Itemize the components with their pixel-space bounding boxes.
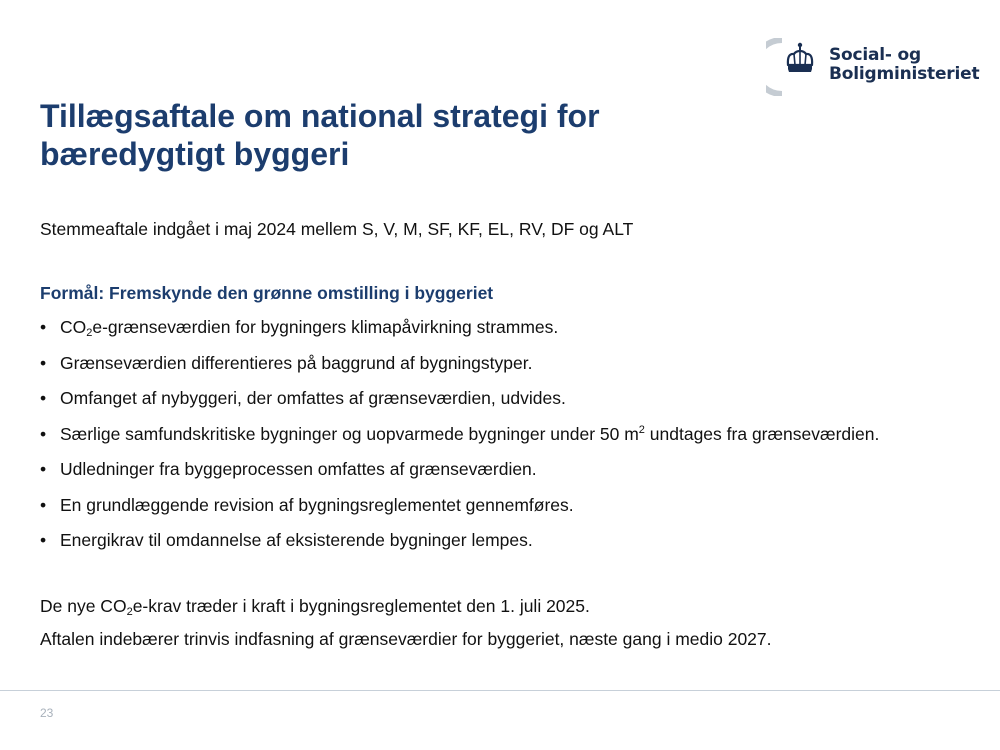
bullet-point: • [40,388,47,408]
list-item [40,494,990,530]
purpose-heading: Formål: Fremskynde den grønne omstilling i byggeriet [40,283,494,303]
bullet-point: • [40,459,47,479]
text-part: e-krav træder i kraft i bygningsreglementet den 1. juli 2025. [132,596,590,616]
ministry-logo [766,38,980,96]
text-part: En grundlæggende revision af bygningsreglementet gennemføres. [60,494,574,515]
bullet-point: • [40,317,47,337]
subscript: 2 [86,327,93,339]
list-item [40,387,990,423]
title-line2: bæredygtigt byggeri [40,136,350,172]
list-item [40,458,990,494]
list-item [40,423,990,459]
footer-divider [0,690,1000,691]
list-item [40,529,990,565]
text-part: Grænseværdien differentieres på baggrund af bygningstyper. [60,352,533,373]
text-part: Særlige samfundskritiske bygninger og uopvarmede bygninger under 50 m [60,423,639,444]
subscript: 2 [126,606,133,618]
bullet-list [40,316,990,565]
text-part: e-grænseværdien for bygningers klimapåvirkning strammes. [92,317,559,337]
list-item [40,316,990,352]
superscript: 2 [638,423,645,436]
title-line1: Tillægsaftale om national strategi for [40,98,600,134]
text-part: Energikrav til omdannelse af eksisterende bygninger lempes. [60,530,533,550]
page-title [40,97,760,173]
text-part: Omfanget af nybyggeri, der omfattes af grænseværdien, udvides. [60,388,566,408]
text-part: undtages fra grænseværdien. [644,423,880,444]
bullet-point: • [40,423,47,444]
bullet-point: • [40,494,47,515]
agreement-text: Stemmeaftale indgået i maj 2024 mellem S, V, M, SF, KF, EL, RV, DF og ALT [40,219,634,239]
bullet-point: • [40,352,47,373]
text-part: De nye CO [40,596,127,616]
text-part: Udledninger fra byggeprocessen omfattes af grænseværdien. [60,459,537,479]
list-item [40,352,990,388]
page-number: 23 [40,706,54,720]
logo-text-line2: Boligministeriet [829,64,980,84]
phase-in-note: Aftalen indebærer trinvis indfasning af grænseværdier for byggeriet, næste gang i medio 2027. [40,629,772,649]
text-part: CO [60,317,87,337]
crown-icon [766,38,826,96]
effective-date-note [40,596,590,617]
logo-text-line1: Social- og [829,45,921,65]
bullet-point: • [40,530,47,550]
